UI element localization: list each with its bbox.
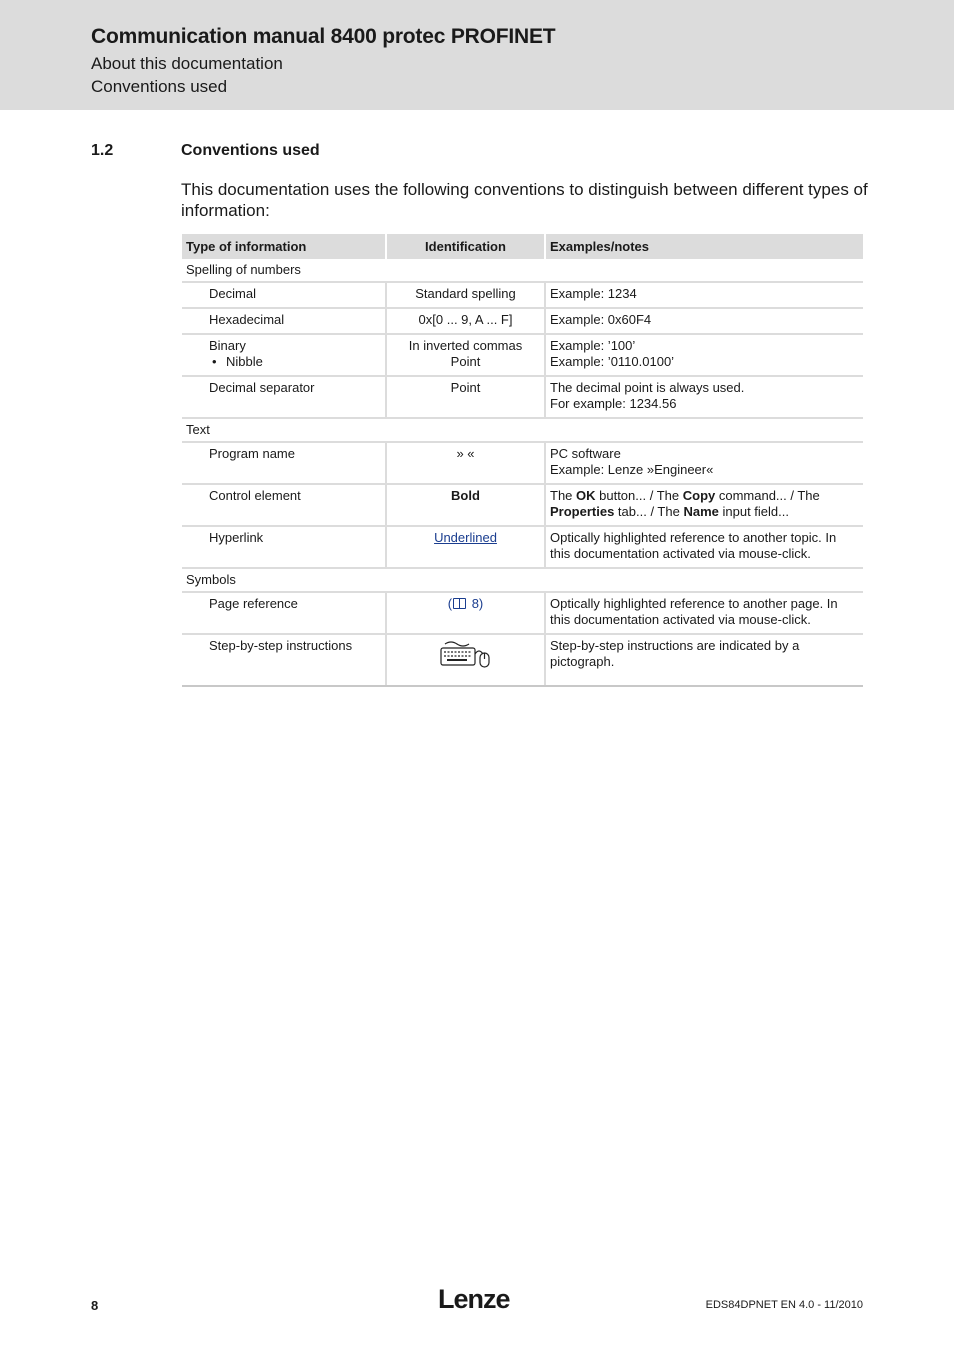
identification-cell: Point	[386, 376, 545, 418]
identification-cell: 0x[0 ... 9, A ... F]	[386, 308, 545, 334]
type-cell: Step-by-step instructions	[182, 634, 386, 686]
identification-cell	[386, 634, 545, 686]
breadcrumb-section: Conventions used	[91, 77, 228, 96]
page-reference-link[interactable]	[448, 596, 484, 611]
identification-cell	[386, 334, 545, 376]
group-label: Spelling of numbers	[182, 259, 863, 282]
example-line: Example: ’0110.0100’	[550, 354, 675, 369]
type-cell: Decimal separator	[182, 376, 386, 418]
example-cell: Example: 0x60F4	[545, 308, 863, 334]
table-row	[182, 376, 863, 418]
example-text: tab... / The	[614, 504, 684, 519]
example-text: input field...	[718, 504, 789, 519]
identification-cell	[386, 526, 545, 568]
document-title: Communication manual 8400 protec PROFINET	[91, 25, 556, 48]
example-bold: OK	[576, 488, 596, 503]
table-row	[182, 442, 863, 484]
example-bold: Properties	[550, 504, 615, 519]
breadcrumb-chapter: About this documentation	[91, 54, 283, 73]
identification-cell: » «	[386, 442, 545, 484]
example-cell: Optically highlighted reference to another page. In this documentation activated via mouse-click.	[545, 592, 863, 634]
intro-paragraph: This documentation uses the following conventions to distinguish between different types of information:	[181, 180, 868, 220]
bold-sample: Bold	[451, 488, 480, 503]
type-cell	[182, 334, 386, 376]
header-type: Type of information	[182, 234, 386, 259]
table-row	[182, 282, 863, 308]
conventions-table	[182, 234, 863, 687]
table-row	[182, 526, 863, 568]
table-header-row	[182, 234, 863, 259]
identification-cell	[386, 592, 545, 634]
type-cell: Program name	[182, 442, 386, 484]
example-cell	[545, 334, 863, 376]
type-sub-bullet: • Nibble	[209, 354, 381, 370]
type-label: Binary	[209, 338, 246, 353]
example-cell: Example: 1234	[545, 282, 863, 308]
lenze-logo: Lenze	[438, 1284, 510, 1314]
book-icon	[453, 598, 466, 609]
group-row-numbers	[182, 259, 863, 282]
example-bold: Copy	[682, 488, 716, 503]
example-cell: Optically highlighted reference to another topic. In this documentation activated via mouse-click.	[545, 526, 863, 568]
identification-line: Point	[450, 354, 481, 369]
type-cell: Control element	[182, 484, 386, 526]
example-text: command... / The	[715, 488, 820, 503]
table-row	[182, 308, 863, 334]
example-line: Example: Lenze »Engineer«	[550, 462, 714, 477]
identification-cell	[386, 484, 545, 526]
example-line: Example: ’100’	[550, 338, 636, 353]
example-line: The decimal point is always used.	[550, 380, 745, 395]
group-row-text	[182, 418, 863, 442]
document-id: EDS84DPNET EN 4.0 - 11/2010	[705, 1299, 863, 1311]
example-cell	[545, 376, 863, 418]
table-row	[182, 592, 863, 634]
section-title: Conventions used	[181, 142, 320, 159]
type-cell: Hexadecimal	[182, 308, 386, 334]
identification-line: In inverted commas	[408, 338, 523, 353]
example-bold: Name	[683, 504, 719, 519]
section-number: 1.2	[91, 142, 114, 159]
example-cell: Step-by-step instructions are indicated by a pictograph.	[545, 634, 863, 686]
group-row-symbols	[182, 568, 863, 592]
example-text: The	[550, 488, 577, 503]
type-cell: Decimal	[182, 282, 386, 308]
keyboard-mouse-icon	[439, 640, 493, 674]
pageref-number: 8)	[471, 596, 484, 611]
header-identification: Identification	[386, 234, 545, 259]
identification-cell: Standard spelling	[386, 282, 545, 308]
header-examples: Examples/notes	[545, 234, 863, 259]
group-label: Symbols	[182, 568, 863, 592]
example-cell	[545, 484, 863, 526]
pageref-open: (	[447, 596, 453, 611]
type-cell: Hyperlink	[182, 526, 386, 568]
page-number: 8	[91, 1298, 99, 1313]
table-row	[182, 334, 863, 376]
example-cell	[545, 442, 863, 484]
underlined-link-sample[interactable]: Underlined	[434, 530, 497, 545]
example-text: button... / The	[595, 488, 683, 503]
group-label: Text	[182, 418, 863, 442]
page-header	[0, 0, 954, 110]
table-row	[182, 484, 863, 526]
type-cell: Page reference	[182, 592, 386, 634]
example-line: PC software	[550, 446, 621, 461]
example-line: For example: 1234.56	[550, 396, 677, 411]
table-row	[182, 634, 863, 686]
